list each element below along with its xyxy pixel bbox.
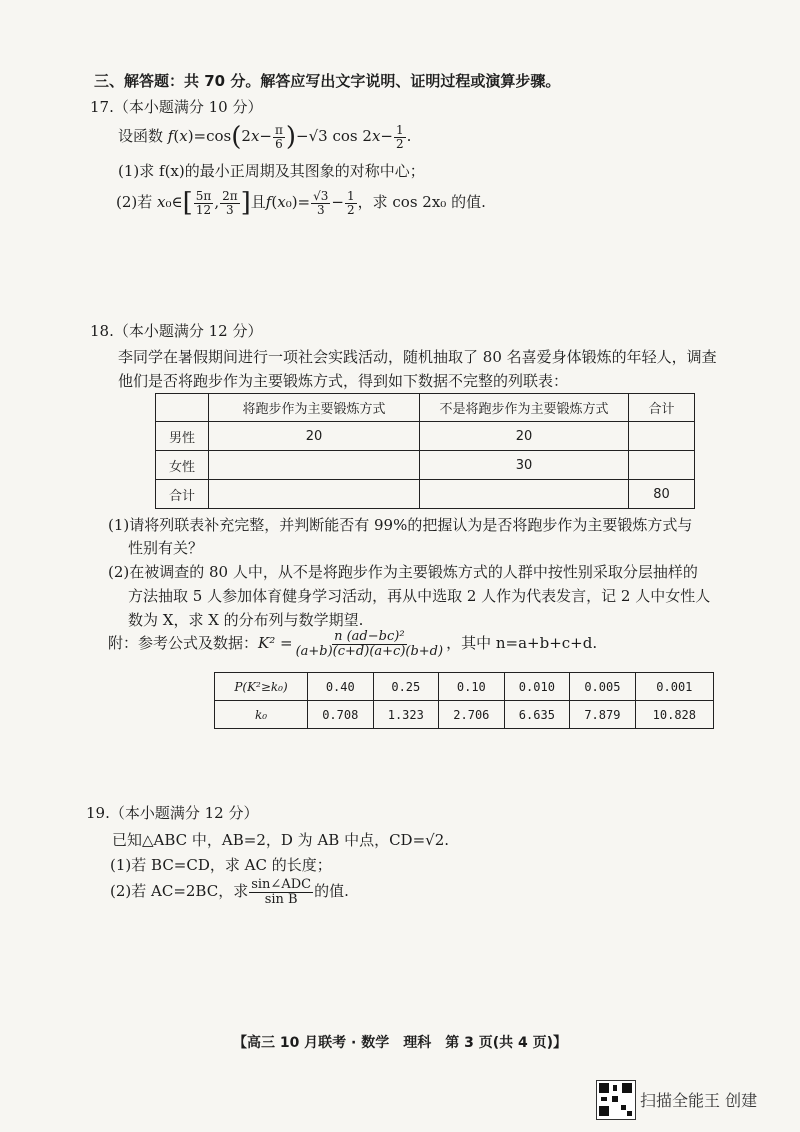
q19-part2 <box>110 878 349 906</box>
formula-lhs: K² = <box>258 634 293 653</box>
table-row <box>215 701 714 729</box>
table-cell: 0.010 <box>504 673 570 701</box>
q19-part1: (1)若 BC=CD，求 AC 的长度； <box>110 856 332 874</box>
q17-part2-suffix: ，求 cos 2x₀ 的值. <box>357 193 486 212</box>
appendix-prefix: 附：参考公式及数据： <box>108 634 259 653</box>
q18-header: 18.（本小题满分 12 分） <box>90 322 263 340</box>
table-cell <box>629 451 695 480</box>
table-row <box>156 451 695 480</box>
q17-part2: (2)若 x₀∈[ $\frac{5\pi}{12}$ , $\frac{2\pi}{3}$ ]且f(x₀)= $\frac{√3}{3}$ − $\frac{1}{2}$ ，求 cos 2x₀ 的值. <box>116 188 486 219</box>
q18-part2-line3: 数为 X，求 X 的分布列与数学期望. <box>128 611 364 629</box>
q17-setup: 设函数 f(x)=cos(2x− $\frac{\pi}{6}$ )−√3 cos 2x− $\frac{1}{2}$ . <box>118 122 412 153</box>
section-title: 三、解答题：共 70 分。解答应写出文字说明、证明过程或演算步骤。 <box>94 72 561 90</box>
q19-fraction: $\frac{\text{sin∠ADC}}{\text{sin B}}$ <box>251 877 312 907</box>
table-cell: 7.879 <box>570 701 636 729</box>
table-row <box>156 422 695 451</box>
q18-part1-line2: 性别有关？ <box>128 539 204 557</box>
table-cell: P(K²≥k₀) <box>215 673 308 701</box>
q19-part2-prefix: (2)若 AC=2BC，求 <box>110 882 249 901</box>
table-cell: 0.25 <box>373 673 439 701</box>
table-cell: 30 <box>420 451 629 480</box>
reference-table <box>214 672 714 729</box>
table-cell: 男性 <box>156 422 209 451</box>
table-cell: 80 <box>629 480 695 509</box>
chi-square-formula: $\frac{\text{n (ad−bc)²}}{(a+b)(c+d)(a+c)(b+d)}$ <box>295 629 444 659</box>
table-row <box>156 394 695 422</box>
q18-intro-line2: 他们是否将跑步作为主要锻炼方式，得到如下数据不完整的列联表： <box>118 372 569 390</box>
table-cell: 10.828 <box>635 701 713 729</box>
table-cell: 0.40 <box>308 673 374 701</box>
table-cell: 2.706 <box>439 701 505 729</box>
table-cell: 女性 <box>156 451 209 480</box>
table-cell <box>420 480 629 509</box>
table-cell <box>209 480 420 509</box>
table-cell: 0.005 <box>570 673 636 701</box>
q18-part2-line1: (2)在被调查的 80 人中，从不是将跑步作为主要锻炼方式的人群中按性别采取分层抽样的 <box>108 563 698 581</box>
table-cell: 6.635 <box>504 701 570 729</box>
q19-header: 19.（本小题满分 12 分） <box>86 804 259 822</box>
q19-intro: 已知△ABC 中，AB=2，D 为 AB 中点，CD=√2. <box>112 831 450 849</box>
q18-appendix <box>108 630 597 658</box>
table-cell: 0.001 <box>635 673 713 701</box>
table-row <box>156 480 695 509</box>
q17-header: 17.（本小题满分 10 分） <box>90 98 263 116</box>
table-cell: 0.10 <box>439 673 505 701</box>
table-cell: 合计 <box>629 394 695 422</box>
table-cell <box>629 422 695 451</box>
contingency-table <box>155 393 695 509</box>
table-row <box>215 673 714 701</box>
table-cell: 合计 <box>156 480 209 509</box>
formula-suffix: ，其中 n=a+b+c+d. <box>446 634 598 653</box>
page-footer: 【高三 10 月联考 · 数学 理科 第 3 页(共 4 页)】 <box>232 1035 568 1051</box>
table-cell <box>209 451 420 480</box>
table-cell: 1.323 <box>373 701 439 729</box>
table-cell: 不是将跑步作为主要锻炼方式 <box>420 394 629 422</box>
table-cell: 20 <box>420 422 629 451</box>
q17-part2-prefix: (2)若 <box>116 193 153 212</box>
qr-code-icon <box>596 1080 636 1120</box>
table-cell <box>156 394 209 422</box>
table-cell: 0.708 <box>308 701 374 729</box>
q18-intro-line1: 李同学在暑假期间进行一项社会实践活动，随机抽取了 80 名喜爱身体锻炼的年轻人，调查 <box>118 348 717 366</box>
q17-part2-mid: 且 <box>250 193 266 212</box>
scanner-watermark: 扫描全能王 创建 <box>640 1091 758 1110</box>
q17-part1: (1)求 f(x)的最小正周期及其图象的对称中心； <box>118 162 425 180</box>
table-cell: k₀ <box>215 701 308 729</box>
q18-part1-line1: (1)请将列联表补充完整，并判断能否有 99%的把握认为是否将跑步作为主要锻炼方式与 <box>108 516 693 534</box>
q19-part2-suffix: 的值. <box>314 882 349 901</box>
q17-setup-prefix: 设函数 <box>118 127 164 146</box>
table-cell: 将跑步作为主要锻炼方式 <box>209 394 420 422</box>
table-cell: 20 <box>209 422 420 451</box>
q18-part2-line2: 方法抽取 5 人参加体育健身学习活动，再从中选取 2 人作为代表发言，记 2 人中女性人 <box>128 587 711 605</box>
